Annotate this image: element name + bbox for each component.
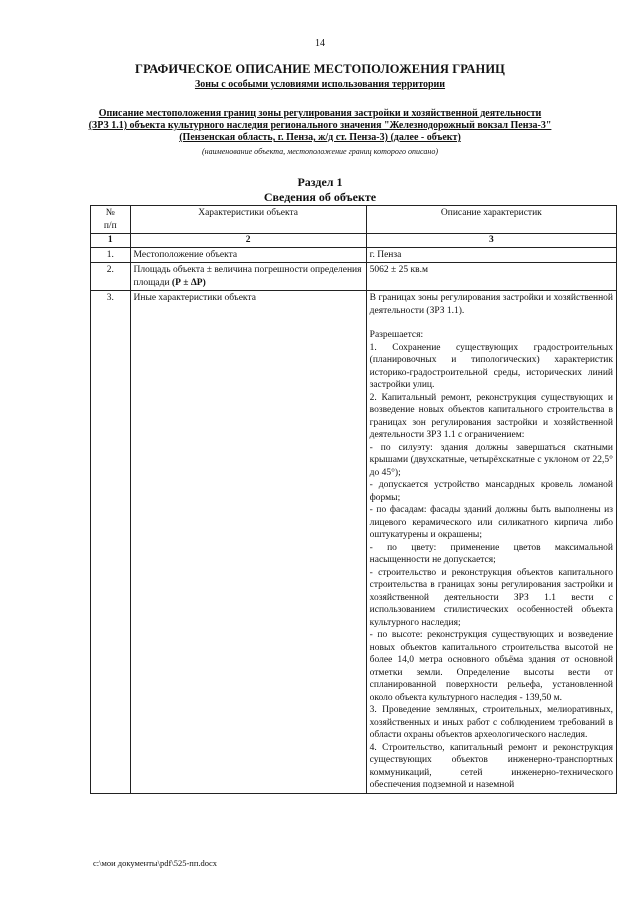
description-line-2: (ЗРЗ 1.1) объекта культурного наследия регионального значения "Железнодорожный вокзал Пенза-3" [88, 120, 552, 131]
header-num [91, 206, 131, 234]
description-paragraph: - допускается устройство мансардных кровель ломаной формы; [369, 480, 613, 503]
table-row [91, 291, 617, 794]
description-paragraph: - по цвету: применение цветов максимальной насыщенности не допускается; [369, 542, 613, 565]
table-row [91, 247, 617, 263]
table-header-row [91, 206, 617, 234]
header-num-text: № п/п [103, 208, 117, 231]
description-paragraph: Разрешается: [369, 330, 424, 340]
file-path: c:\мои документы\pdf\525-пп.docx [93, 858, 218, 868]
column-number: 3 [366, 234, 616, 248]
description-paragraph: - строительство и реконструкция объектов капитального строительства в границах зоны регулирования застройки и хозяйственной деятельности ЗРЗ 1.1 вести с использованием стилистических особенностей объекта культурного наследия; [369, 567, 613, 628]
section-title: Раздел 1 [297, 175, 343, 189]
section-subtitle: Сведения об объекте [263, 190, 377, 204]
row-num: 3. [91, 291, 131, 794]
document-subtitle: Зоны с особыми условиями использования территории [194, 79, 446, 90]
description-line-3: (Пензенская область, г. Пенза, ж/д ст. Пенза-3) (далее - объект) [179, 132, 461, 143]
description-paragraph: 2. Капитальный ремонт, реконструкция существующих и возведение новых объектов капитального строительства в границах зон регулирования застройки и хозяйственной деятельности ЗРЗ 1.1 с ограничением: [369, 392, 613, 440]
description-paragraph: 1. Сохранение существующих градостроительных (планировочных и типологических) характеристик историко-градостроительной среды, исторических линий застройки улиц. [369, 342, 613, 390]
row-value-description [366, 291, 616, 794]
description-paragraph: 3. Проведение земляных, строительных, мелиоративных, хозяйственных и иных работ с соблюдением требований в области охраны объектов археологического наследия. [369, 705, 613, 740]
description-paragraph: - по фасадам: фасады зданий должны быть выполнены из лицевого керамического или силикатного кирпича либо оштукатурены и окрашены; [369, 505, 613, 540]
object-info-table [90, 205, 617, 794]
row-num: 1. [91, 247, 131, 263]
row-value: 5062 ± 25 кв.м [366, 263, 616, 291]
row-num: 2. [91, 263, 131, 291]
row-value: г. Пенза [366, 247, 616, 263]
row-characteristic [130, 263, 366, 291]
row-characteristic: Иные характеристики объекта [130, 291, 366, 794]
row-characteristic-formula: (Р ± ΔР) [171, 277, 206, 288]
column-numbers-row [91, 234, 617, 248]
paragraph-gap [370, 317, 613, 329]
description-paragraph: 4. Строительство, капитальный ремонт и реконструкция существующих объектов инженерно-транспортных коммуникаций, сетей инженерно-технического обеспечения подземной и наземной [369, 742, 613, 790]
row-characteristic-text: Площадь объекта ± величина погрешности определения площади [133, 265, 362, 288]
description-line-1: Описание местоположения границ зоны регулирования застройки и хозяйственной деятельности [98, 108, 542, 119]
column-number: 1 [91, 234, 131, 248]
document-title: ГРАФИЧЕСКОЕ ОПИСАНИЕ МЕСТОПОЛОЖЕНИЯ ГРАНИЦ [135, 62, 505, 76]
page-number: 14 [315, 38, 325, 49]
object-description [60, 108, 580, 144]
header-characteristic: Характеристики объекта [130, 206, 366, 234]
description-paragraph: - по высоте: реконструкция существующих и возведение новых объектов капитального строительства высотой не более 14,0 метра основного объёма здания от основной отметки земли. Определение высоты вести от спланированной поверхности рельефа, установленной около объекта культурного наследия - 139,50 м. [369, 630, 613, 703]
description-paragraph: - по силуэту: здания должны завершаться скатными крышами (двухскатные, четырёхскатные с уклоном от 22,5° до 45°); [369, 442, 613, 478]
description-paragraph: В границах зоны регулирования застройки и хозяйственной деятельности (ЗРЗ 1.1). [369, 293, 613, 316]
description-note: (наименование объекта, местоположение границ которого описано) [201, 147, 438, 156]
column-number: 2 [130, 234, 366, 248]
row-characteristic: Местоположение объекта [130, 247, 366, 263]
table-row [91, 263, 617, 291]
header-description: Описание характеристик [366, 206, 616, 234]
